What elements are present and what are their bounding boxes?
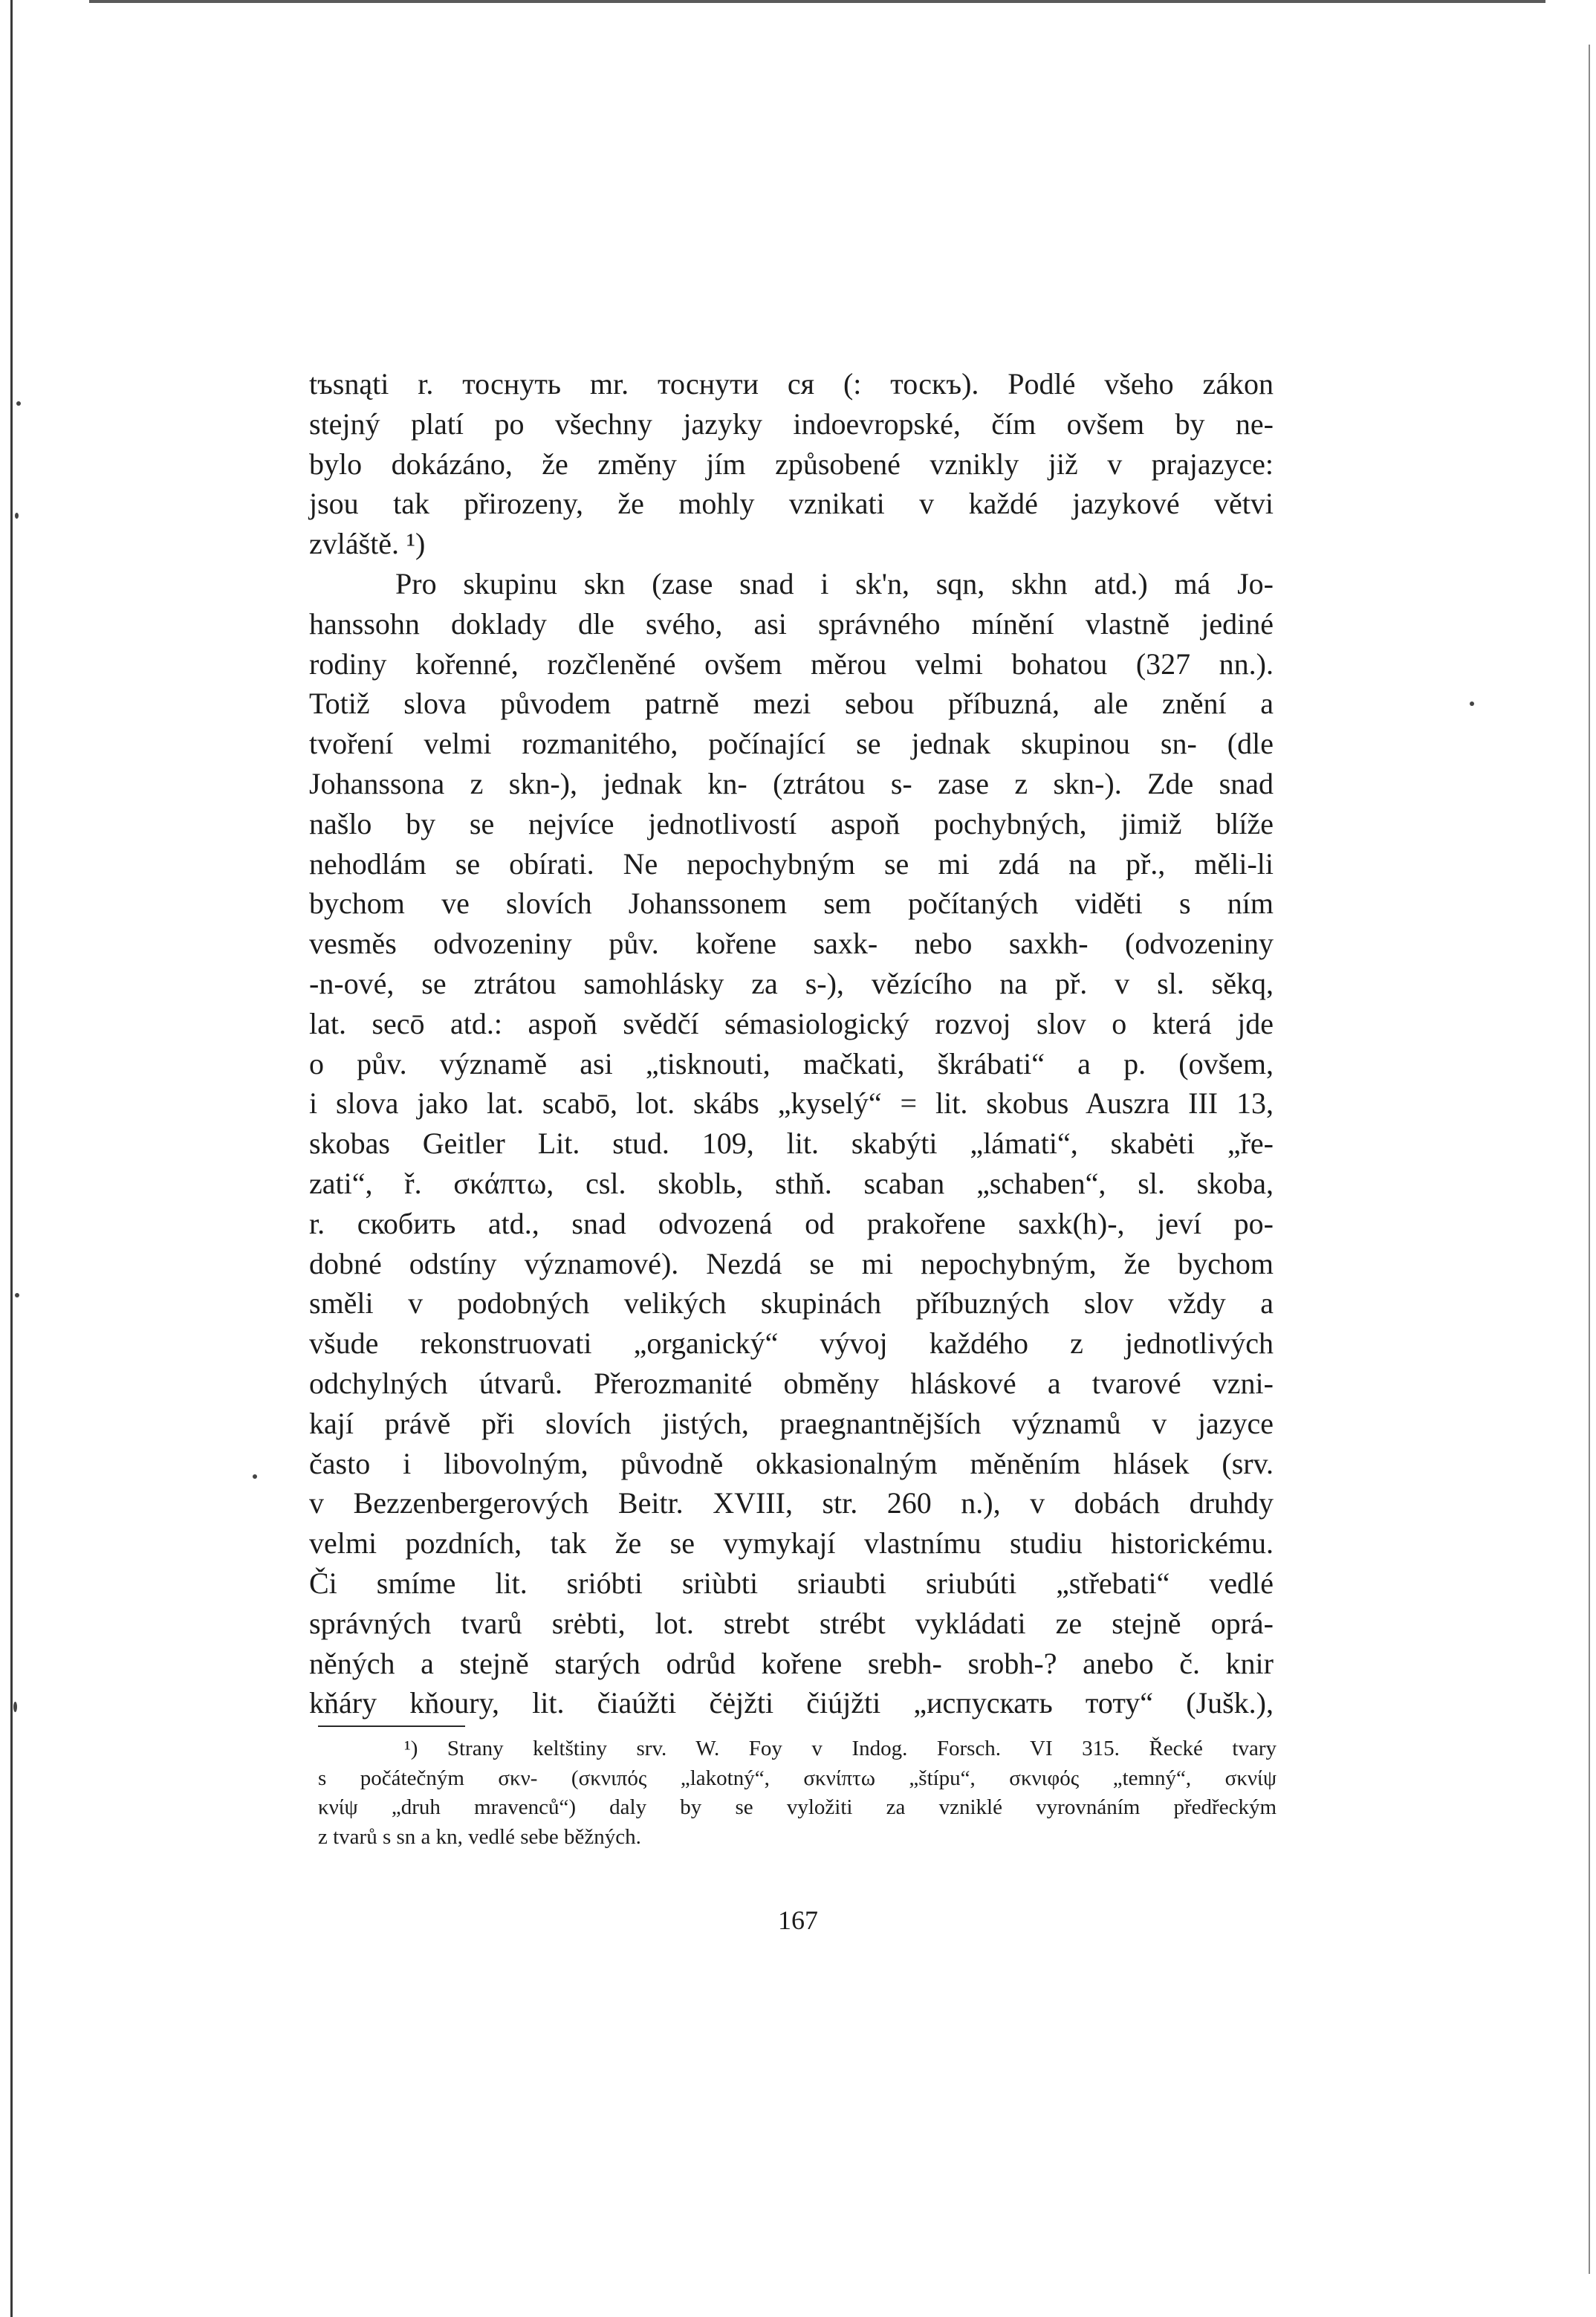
scan-speck <box>253 1474 257 1479</box>
text-line: bychom ve slovích Johanssonem sem počítaných viděti s ním <box>309 887 1274 921</box>
scan-speck <box>13 1702 17 1712</box>
text-line: často i libovolným, původně okkasionalným měněním hlásek (srv. <box>309 1446 1274 1480</box>
footnote-line: κνίψ „druh mravenců“) daly by se vyložiti za vzniklé vyrovnáním předřeckým <box>318 1795 1277 1819</box>
text-line: dobné odstíny významové). Nezdá se mi nepochybným, že bychom <box>309 1246 1274 1280</box>
text-line: bylo dokázáno, že změny jím způsobené vznikly již v prajazyce: <box>309 447 1274 481</box>
text-line: kňáry kňoury, lit. čiaúžti čėjžti čiújžti „испускать тоту“ (Jušk.), <box>309 1686 1274 1720</box>
text-line: r. скобить atd., snad odvozená od prakořene saxk(h)-, jeví po- <box>309 1206 1274 1240</box>
text-line: všude rekonstruovati „organický“ vývoj každého z jednotlivých <box>309 1326 1274 1361</box>
text-line: o pův. významě asi „tisknouti, mačkati, škrábati“ a p. (ovšem, <box>309 1046 1274 1080</box>
text-line: tъsnąti r. тоснуть mr. тоснути ся (: тоскъ). Podlé všeho zákon <box>309 367 1274 401</box>
scan-speck <box>15 1293 19 1297</box>
text-line: v Bezzenbergerových Beitr. XVIII, str. 260 n.), v dobách druhdy <box>309 1486 1274 1520</box>
text-line: odchylných útvarů. Přerozmanité obměny hláskové a tvarové vzni- <box>309 1366 1274 1400</box>
text-line: vesměs odvozeniny pův. kořene saxk- nebo saxkh- (odvozeniny <box>309 927 1274 961</box>
text-line: i slova jako lat. scabō, lot. skábs „kyselý“ = lit. skobus Auszra III 13, <box>309 1086 1274 1121</box>
text-line: Pro skupinu skn (zase snad i sk'n, sqn, skhn atd.) má Jo- <box>395 566 1274 600</box>
text-line: lat. secō atd.: aspoň svědčí sémasiologický rozvoj slov o která jde <box>309 1006 1274 1040</box>
text-line: skobas Geitler Lit. stud. 109, lit. skabýti „lámati“, skabėti „ře- <box>309 1127 1274 1161</box>
footnote-line: z tvarů s sn a kn, vedlé sebe běžných. <box>318 1824 641 1849</box>
text-line: -n-ové, se ztrátou samohlásky za s-), vězícího na př. v sl. sěkq, <box>309 966 1274 1000</box>
text-line: zvláště. ¹) <box>309 527 426 561</box>
text-line: kají právě při slovích jistých, praegnantnějších významů v jazyce <box>309 1406 1274 1440</box>
scan-speck <box>16 401 21 406</box>
footnote-line: s počátečným σκν- (σκνιπός „lakotný“, σκνίπτω „štípu“, σκνιφός „temný“, σκνίψ <box>318 1766 1277 1790</box>
page-number: 167 <box>778 1905 818 1935</box>
text-line: stejný platí po všechny jazyky indoevropské, čím ovšem by ne- <box>309 406 1274 441</box>
page-edge-right <box>1589 45 1590 2274</box>
main-text-body <box>309 364 1274 1723</box>
scan-top-border <box>89 0 1545 3</box>
text-line: Totiž slova původem patrně mezi sebou příbuzná, ale znění a <box>309 687 1274 721</box>
text-line: Či smíme lit. srióbti sriùbti sriaubti sriubúti „střebati“ vedlé <box>309 1566 1274 1600</box>
footnote-divider <box>318 1725 465 1727</box>
text-line: rodiny kořenné, rozčleněné ovšem měrou velmi bohatou (327 nn.). <box>309 647 1274 681</box>
scan-speck <box>1470 701 1474 706</box>
footnote-line: ¹) Strany keltštiny srv. W. Foy v Indog. Forsch. VI 315. Řecké tvary <box>404 1737 1277 1760</box>
text-line: správných tvarů srėbti, lot. strebt strébt vykládati ze stejně oprá- <box>309 1606 1274 1640</box>
footnote <box>318 1734 1277 1852</box>
text-line: nehodlám se obírati. Ne nepochybným se mi zdá na př., měli-li <box>309 846 1274 881</box>
text-line: zati“, ř. σκάπτω, csl. skoblь, sthň. scaban „schaben“, sl. skoba, <box>309 1166 1274 1200</box>
text-line: velmi pozdních, tak že se vymykají vlastnímu studiu historickému. <box>309 1526 1274 1561</box>
text-line: jsou tak přirozeny, že mohly vznikati v každé jazykové větvi <box>309 487 1274 521</box>
text-line: směli v podobných velikých skupinách příbuzných slov vždy a <box>309 1286 1274 1320</box>
text-line: něných a stejně starých odrůd kořene srebh- srobh-? anebo č. knir <box>309 1646 1274 1680</box>
text-line: tvoření velmi rozmanitého, počínající se jednak skupinou sn- (dle <box>309 727 1274 761</box>
scan-speck <box>15 513 19 519</box>
text-line: Johanssona z skn-), jednak kn- (ztrátou s- zase z skn-). Zde snad <box>309 766 1274 800</box>
text-line: našlo by se nejvíce jednotlivostí aspoň pochybných, jimiž blíže <box>309 806 1274 840</box>
page-edge-left <box>10 0 13 2317</box>
text-line: hanssohn doklady dle svého, asi správného mínění vlastně jediné <box>309 606 1274 641</box>
